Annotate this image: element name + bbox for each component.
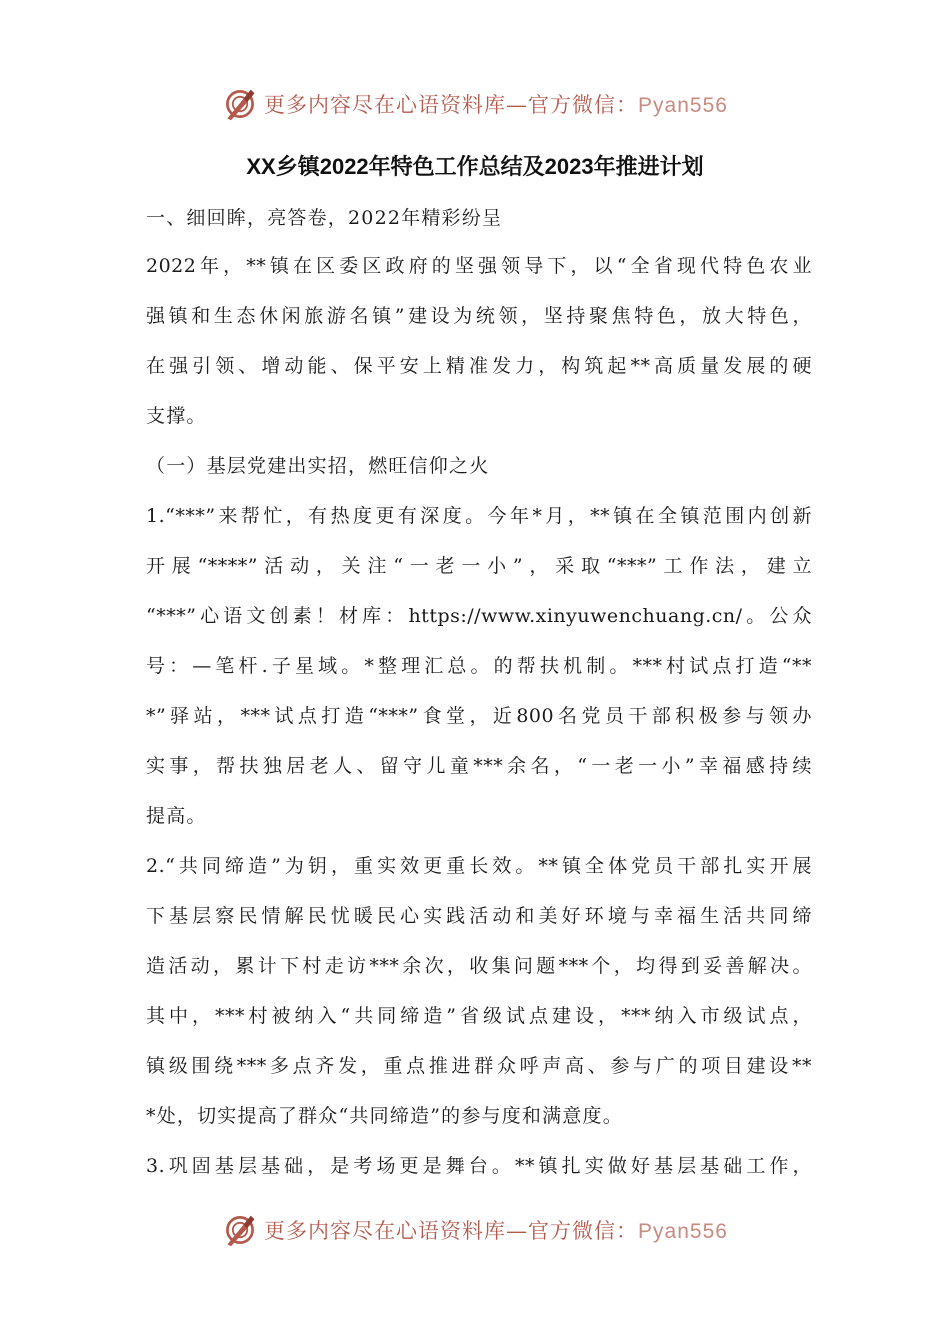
- document-body: [146, 196, 812, 1194]
- page-title: XX乡镇2022年特色工作总结及2023年推进计划: [246, 154, 704, 179]
- wechat-id: Pyan556: [638, 94, 728, 117]
- pen-nib-logo-icon: [222, 86, 258, 122]
- paragraph-line: 造活动，累计下村走访***余次，收集问题***个，均得到妥善解决。: [146, 955, 812, 977]
- header-watermark-banner: [0, 82, 950, 126]
- paragraph-line: 号：—笔杆.子星域。*整理汇总。的帮扶机制。***村试点打造“**: [146, 655, 812, 677]
- paragraph-line: 开展“****”活动，关注“一老一小”，采取“***”工作法，建立: [146, 555, 812, 577]
- section-heading: 一、细回眸，亮答卷，2022年精彩纷呈: [146, 207, 503, 229]
- watermark-text: 更多内容尽在心语资料库—官方微信：Pyan556: [264, 1219, 728, 1243]
- paragraph-line: *处，切实提高了群众“共同缔造”的参与度和满意度。: [146, 1105, 623, 1127]
- paragraph-line: 下基层察民情解民忧暖民心实践活动和美好环境与幸福生活共同缔: [146, 905, 812, 927]
- paragraph-line: 其中，***村被纳入“共同缔造”省级试点建设，***纳入市级试点，: [146, 1005, 812, 1027]
- paragraph-line: 实事，帮扶独居老人、留守儿童***余名，“一老一小”幸福感持续: [146, 755, 812, 777]
- paragraph-line: 提高。: [146, 805, 207, 827]
- paragraph-line: 3.巩固基层基础，是考场更是舞台。**镇扎实做好基层基础工作，: [146, 1155, 812, 1177]
- wechat-id: Pyan556: [638, 1220, 728, 1243]
- paragraph-line: 在强引领、增动能、保平安上精准发力，构筑起**高质量发展的硬: [146, 355, 812, 377]
- pen-nib-logo-icon: [222, 1212, 258, 1248]
- paragraph-line: *”驿站，***试点打造“***”食堂，近800名党员干部积极参与领办: [146, 705, 812, 727]
- paragraph-line: 2022年，**镇在区委区政府的坚强领导下，以“全省现代特色农业: [146, 255, 812, 277]
- paragraph-line: 强镇和生态休闲旅游名镇”建设为统领，坚持聚焦特色，放大特色，: [146, 305, 812, 327]
- paragraph-line: 镇级围绕***多点齐发，重点推进群众呼声高、参与广的项目建设**: [146, 1055, 812, 1077]
- paragraph-line: 1.“***”来帮忙，有热度更有深度。今年*月，**镇在全镇范围内创新: [146, 505, 812, 527]
- paragraph-line: “***”心语文创素！材库：https://www.xinyuwenchuang.cn/。公众: [146, 605, 812, 627]
- paragraph-line: 2.“共同缔造”为钥，重实效更重长效。**镇全体党员干部扎实开展: [146, 855, 812, 877]
- footer-watermark-banner: [0, 1208, 950, 1252]
- paragraph-line: 支撑。: [146, 405, 207, 427]
- subsection-heading: （一）基层党建出实招，燃旺信仰之火: [146, 455, 490, 477]
- watermark-text: 更多内容尽在心语资料库—官方微信：Pyan556: [264, 93, 728, 117]
